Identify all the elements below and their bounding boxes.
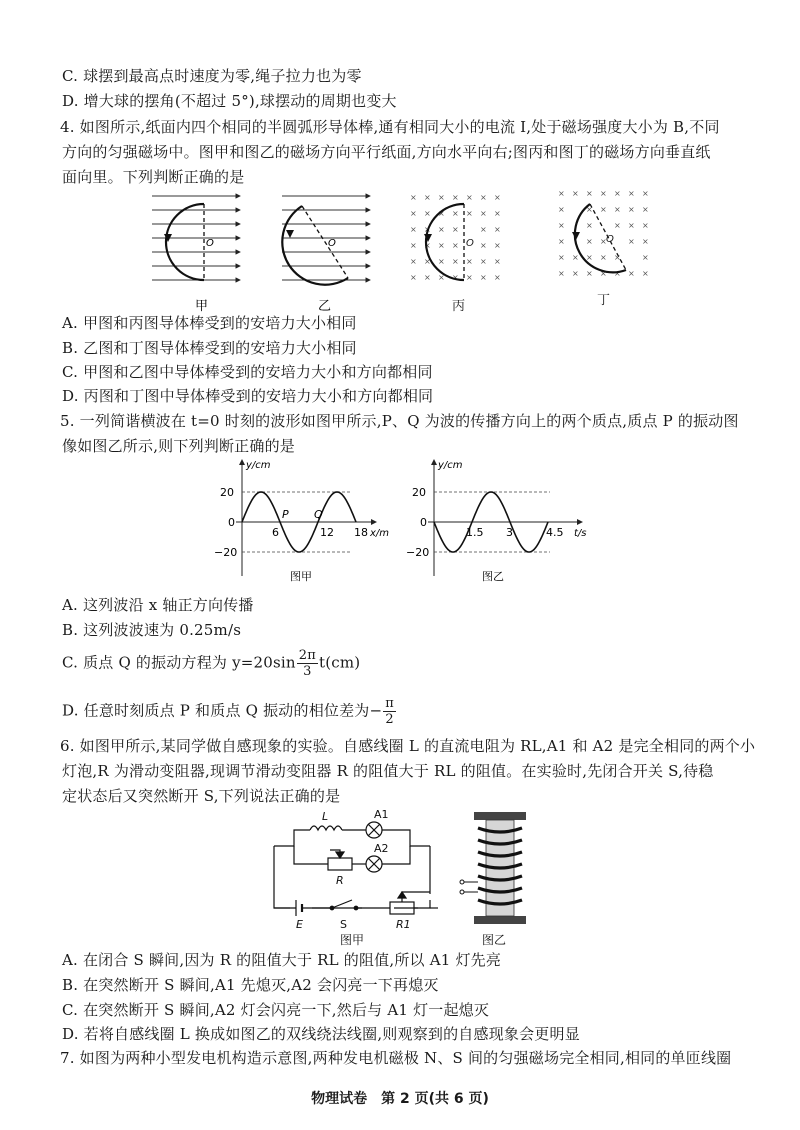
- svg-text:×: ×: [642, 237, 649, 246]
- label-A2: A2: [374, 842, 389, 855]
- svg-text:×: ×: [410, 225, 417, 234]
- fig-label-ding: 丁: [597, 293, 611, 308]
- svg-text:×: ×: [572, 269, 579, 278]
- vib-ytick-20: 20: [412, 486, 426, 499]
- fig-ding: [558, 189, 649, 308]
- svg-text:×: ×: [600, 205, 607, 214]
- svg-text:×: ×: [586, 237, 593, 246]
- svg-text:×: ×: [466, 273, 473, 282]
- svg-text:×: ×: [480, 225, 487, 234]
- vib-ylabel: y/cm: [438, 460, 463, 471]
- svg-text:×: ×: [438, 225, 445, 234]
- label-E: E: [296, 918, 303, 931]
- fig-jia: [152, 196, 240, 314]
- svg-text:×: ×: [424, 241, 431, 250]
- svg-text:×: ×: [494, 225, 501, 234]
- q3-option-c: C. 球摆到最高点时速度为零,绳子拉力也为零: [62, 67, 362, 85]
- circuit-caption: 图甲: [340, 933, 365, 947]
- q5-option-b: B. 这列波波速为 0.25m/s: [62, 621, 242, 639]
- q4-option-c: C. 甲图和乙图中导体棒受到的安培力大小和方向都相同: [62, 363, 433, 381]
- wave-xtick-18: 18: [354, 526, 368, 539]
- q6-figure: [260, 808, 550, 948]
- svg-text:×: ×: [628, 189, 635, 198]
- svg-text:×: ×: [558, 189, 565, 198]
- q5-stem-line1: 5. 一列简谐横波在 t=0 时刻的波形如图甲所示,P、Q 为波的传播方向上的两个质点,质点 P 的振动图: [60, 412, 739, 430]
- q5-figure: [210, 456, 610, 588]
- q3-option-d: D. 增大球的摆角(不超过 5°),球摆动的周期也变大: [62, 92, 397, 110]
- svg-text:×: ×: [452, 257, 459, 266]
- svg-text:×: ×: [438, 193, 445, 202]
- svg-text:×: ×: [438, 273, 445, 282]
- svg-text:×: ×: [614, 269, 621, 278]
- svg-text:×: ×: [558, 205, 565, 214]
- svg-text:×: ×: [572, 189, 579, 198]
- fig-bing: [410, 193, 501, 314]
- svg-text:×: ×: [494, 241, 501, 250]
- circuit-diagram: [274, 822, 438, 916]
- svg-text:×: ×: [424, 209, 431, 218]
- svg-text:×: ×: [642, 205, 649, 214]
- svg-text:×: ×: [480, 273, 487, 282]
- wave-ytick-0: 0: [228, 516, 235, 529]
- svg-text:×: ×: [424, 225, 431, 234]
- svg-text:×: ×: [410, 209, 417, 218]
- coil-caption: 图乙: [482, 933, 507, 947]
- svg-text:×: ×: [438, 257, 445, 266]
- svg-text:×: ×: [452, 225, 459, 234]
- fig-label-jia: 甲: [195, 299, 209, 314]
- q4-figure: [140, 186, 660, 314]
- svg-text:×: ×: [600, 253, 607, 262]
- fraction-pi-over-2: $\frac{\pi}{2}$: [385, 696, 395, 727]
- svg-text:×: ×: [424, 273, 431, 282]
- svg-text:×: ×: [586, 221, 593, 230]
- label-A1: A1: [374, 808, 389, 821]
- page-footer: 物理试卷 第 2 页(共 6 页): [311, 1091, 489, 1107]
- fig-label-yi: 乙: [318, 299, 332, 314]
- svg-text:×: ×: [480, 193, 487, 202]
- svg-text:×: ×: [558, 253, 565, 262]
- svg-text:×: ×: [452, 193, 459, 202]
- svg-text:×: ×: [452, 209, 459, 218]
- label-R1: R1: [396, 918, 411, 931]
- vib-xtick-3: 3: [506, 526, 513, 539]
- q6-stem-line1: 6. 如图甲所示,某同学做自感现象的实验。自感线圈 L 的直流电阻为 RL,A1 和 A2 是完全相同的两个小: [60, 737, 756, 755]
- svg-text:O: O: [328, 238, 336, 249]
- q4-stem-line1: 4. 如图所示,纸面内四个相同的半圆弧形导体棒,通有相同大小的电流 I,处于磁场强度大小为 B,不同: [60, 118, 720, 136]
- svg-text:×: ×: [480, 241, 487, 250]
- svg-text:×: ×: [586, 269, 593, 278]
- svg-text:×: ×: [558, 221, 565, 230]
- svg-text:×: ×: [642, 269, 649, 278]
- svg-text:×: ×: [614, 189, 621, 198]
- svg-text:×: ×: [410, 241, 417, 250]
- vib-ytick-0: 0: [420, 516, 427, 529]
- svg-text:×: ×: [466, 257, 473, 266]
- svg-text:×: ×: [480, 257, 487, 266]
- svg-text:×: ×: [614, 205, 621, 214]
- fig-label-bing: 丙: [452, 299, 466, 314]
- label-R: R: [336, 874, 344, 887]
- q6-option-a: A. 在闭合 S 瞬间,因为 R 的阻值大于 RL 的阻值,所以 A1 灯先亮: [62, 951, 502, 969]
- svg-text:×: ×: [452, 241, 459, 250]
- q5-option-d: D. 任意时刻质点 P 和质点 Q 振动的相位差为− $\frac{\pi}{2}$: [62, 696, 395, 727]
- q5-option-c: C. 质点 Q 的振动方程为 y=20sin $\frac{2\pi}{3}$ t(cm): [62, 648, 361, 679]
- vib-ytick-neg20: −20: [406, 546, 430, 559]
- svg-text:×: ×: [572, 253, 579, 262]
- q6-stem-line3: 定状态后又突然断开 S,下列说法正确的是: [62, 787, 341, 805]
- fraction-2pi-over-3: $\frac{2\pi}{3}$: [298, 648, 316, 679]
- q6-stem-line2: 灯泡,R 为滑动变阻器,现调节滑动变阻器 R 的阻值大于 RL 的阻值。在实验时,先闭合开关 S,待稳: [62, 762, 714, 780]
- svg-text:×: ×: [494, 257, 501, 266]
- vib-caption: 图乙: [482, 570, 504, 583]
- svg-text:×: ×: [558, 237, 565, 246]
- svg-text:×: ×: [410, 257, 417, 266]
- q7-stem-line1: 7. 如图为两种小型发电机构造示意图,两种发电机磁极 N、S 间的匀强磁场完全相同,相同的单匝线圈: [60, 1049, 732, 1067]
- svg-text:×: ×: [410, 193, 417, 202]
- fig-yi: [282, 196, 370, 314]
- svg-text:×: ×: [586, 253, 593, 262]
- svg-text:×: ×: [642, 189, 649, 198]
- svg-text:O: O: [466, 238, 474, 249]
- svg-text:×: ×: [494, 273, 501, 282]
- svg-text:O: O: [606, 234, 614, 245]
- svg-text:×: ×: [628, 269, 635, 278]
- svg-text:×: ×: [628, 237, 635, 246]
- svg-text:×: ×: [480, 209, 487, 218]
- q4-option-a: A. 甲图和丙图导体棒受到的安培力大小相同: [62, 314, 357, 332]
- q4-stem-line3: 面向里。下列判断正确的是: [62, 168, 245, 186]
- label-L: L: [322, 810, 329, 823]
- wave-xtick-12: 12: [320, 526, 334, 539]
- svg-text:×: ×: [600, 237, 607, 246]
- svg-text:×: ×: [558, 269, 565, 278]
- svg-text:×: ×: [410, 273, 417, 282]
- svg-text:×: ×: [494, 209, 501, 218]
- q6-option-d: D. 若将自感线圈 L 换成如图乙的双线绕法线圈,则观察到的自感现象会更明显: [62, 1025, 580, 1043]
- svg-text:×: ×: [586, 205, 593, 214]
- svg-text:×: ×: [466, 193, 473, 202]
- svg-text:×: ×: [466, 209, 473, 218]
- svg-text:×: ×: [600, 189, 607, 198]
- svg-text:×: ×: [628, 205, 635, 214]
- svg-text:×: ×: [438, 209, 445, 218]
- svg-text:×: ×: [600, 269, 607, 278]
- svg-text:×: ×: [642, 253, 649, 262]
- bifilar-coil: [460, 812, 526, 924]
- wave-graph: [214, 460, 389, 583]
- svg-text:×: ×: [424, 193, 431, 202]
- vib-xlabel: t/s: [574, 528, 587, 539]
- point-p-label: P: [282, 508, 289, 521]
- vib-xtick-1-5: 1.5: [466, 526, 484, 539]
- q4-stem-line2: 方向的匀强磁场中。图甲和图乙的磁场方向平行纸面,方向水平向右;图丙和图丁的磁场方向垂直纸: [62, 143, 711, 161]
- svg-text:×: ×: [438, 241, 445, 250]
- q5-option-a: A. 这列波沿 x 轴正方向传播: [62, 596, 254, 614]
- wave-xtick-6: 6: [272, 526, 279, 539]
- q5-stem-line2: 像如图乙所示,则下列判断正确的是: [62, 437, 295, 455]
- wave-ytick-20: 20: [220, 486, 234, 499]
- svg-text:×: ×: [614, 221, 621, 230]
- svg-text:×: ×: [642, 221, 649, 230]
- wave-ytick-neg20: −20: [214, 546, 238, 559]
- q4-option-b: B. 乙图和丁图导体棒受到的安培力大小相同: [62, 339, 357, 357]
- svg-text:×: ×: [424, 257, 431, 266]
- center-label: O: [206, 238, 214, 249]
- q6-option-b: B. 在突然断开 S 瞬间,A1 先熄灭,A2 会闪亮一下再熄灭: [62, 976, 439, 994]
- q4-option-d: D. 丙图和丁图中导体棒受到的安培力大小和方向都相同: [62, 387, 434, 405]
- svg-text:×: ×: [452, 273, 459, 282]
- wave-ylabel: y/cm: [246, 460, 271, 471]
- q6-option-c: C. 在突然断开 S 瞬间,A2 灯会闪亮一下,然后与 A1 灯一起熄灭: [62, 1001, 490, 1019]
- label-S: S: [340, 918, 347, 931]
- svg-text:×: ×: [494, 193, 501, 202]
- point-q-label: Q: [314, 508, 323, 521]
- wave-xlabel: x/m: [370, 528, 390, 539]
- svg-text:×: ×: [586, 189, 593, 198]
- svg-text:×: ×: [628, 221, 635, 230]
- wave-caption: 图甲: [290, 570, 312, 583]
- vibration-graph: [406, 460, 587, 583]
- svg-text:×: ×: [614, 253, 621, 262]
- vib-xtick-4-5: 4.5: [546, 526, 564, 539]
